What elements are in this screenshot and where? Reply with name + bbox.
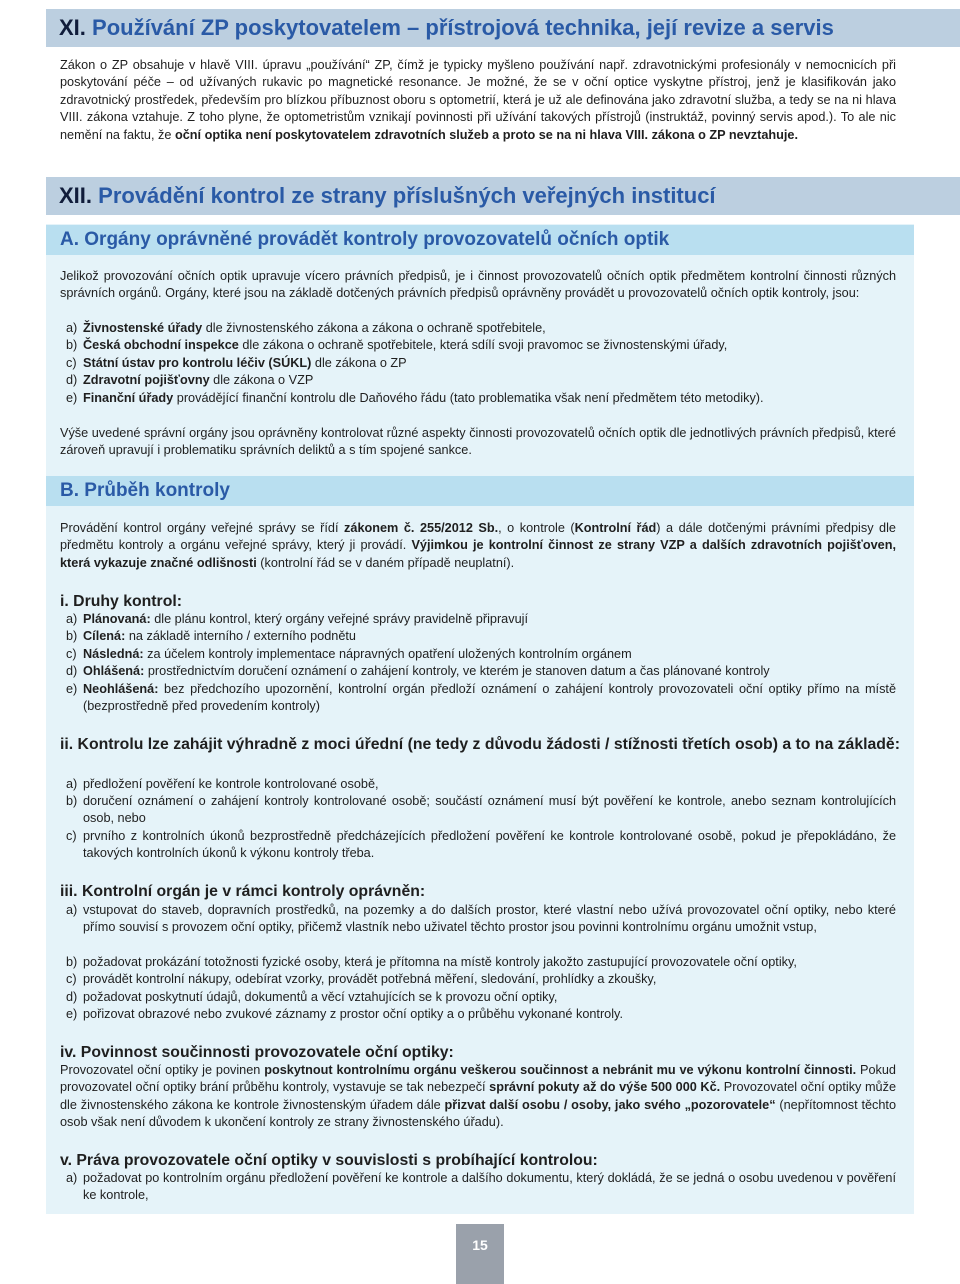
list-text: provádět kontrolní nákupy, odebírat vzorky, provádět potřebná měření, sledování, prohlídky a zkoušky, — [83, 972, 657, 986]
law-name: Kontrolní řád — [574, 521, 657, 535]
authority-name: Živnostenské úřady — [83, 321, 203, 335]
authority-basis: dle zákona o VZP — [209, 373, 314, 387]
list-text: požadovat poskytnutí údajů, dokumentů a věcí vztahujících se k provozu oční optiky, — [83, 990, 558, 1004]
observer-right: přizvat další osobu / osoby, jako svého „pozorovatele“ — [444, 1097, 776, 1112]
control-description: dle plánu kontrol, který orgány veřejné správy pravidelně připravují — [150, 612, 528, 626]
list-letter: d) — [66, 990, 78, 1004]
chapter-number: XII. — [59, 183, 93, 208]
list-item — [60, 1170, 896, 1205]
list-letter: a) — [66, 612, 78, 626]
subsection-heading: i. Druhy kontrol: — [60, 593, 182, 610]
control-description: bez předchozího upozornění, kontrolní orgán předloží oznámení o zahájení kontroly provozovateli oční optiky přímo na místě (bezprostředně před provedením kontroly) — [83, 682, 896, 714]
text-run: ) a dále dotčenými právními předpisy dle předmětu kontroly a orgánu veřejné správy, který ji provádí. — [60, 521, 896, 553]
list-item — [60, 681, 896, 716]
page-number: 15 — [456, 1224, 504, 1284]
list-text: pořizovat obrazové nebo zvukové záznamy z prostor oční optiky a o průběhu vykonané kontroly. — [83, 1007, 623, 1021]
obligation: poskytnout kontrolnímu orgánu veškerou součinnost a nebránit mu ve výkonu kontrolní činnosti. — [264, 1063, 857, 1077]
text-run: Pokud provozovatel oční optiky brání průběhu kontroly, vystavuje se tak nebezpečí — [60, 1063, 896, 1095]
intro-sentence-4: To ale nic nemění na faktu, že — [60, 110, 897, 142]
list-item — [60, 776, 896, 793]
exception-note: Výjimkou je kontrolní činnost ze strany VZP a dalších zdravotních pojišťoven, která vykazuje značné odlišnosti — [60, 538, 897, 570]
list-item — [60, 663, 896, 680]
control-type: Následná: — [83, 647, 144, 661]
text-run: Provozovatel oční optiky může dle živnostenského zákona ke kontrole živnostenským úřadem dále — [60, 1080, 897, 1112]
text-run: (nepřítomnost těchto osob však není důvodem k ukončení kontroly ze strany živnostenského úřadu). — [60, 1097, 897, 1130]
list-letter: a) — [66, 321, 78, 335]
chapter-title: Provádění kontrol ze strany příslušných veřejných institucí — [98, 183, 716, 208]
list-letter: e) — [66, 682, 78, 696]
list-item — [60, 355, 896, 372]
list-letter: c) — [66, 972, 77, 986]
list-text: požadovat prokázání totožnosti fyzické osoby, která je přítomna na místě kontroly jakožto zastupující provozovatele oční optiky, — [83, 955, 797, 969]
text-run: (kontrolní řád se v daném případě neuplatní). — [256, 555, 515, 570]
list-letter: a) — [66, 777, 78, 791]
list-item — [60, 628, 896, 645]
control-description: za účelem kontroly implementace nápravných opatření uložených kontrolním orgánem — [143, 647, 632, 661]
cooperation-paragraph — [60, 1062, 896, 1132]
section-b-heading: B. Průběh kontroly — [46, 476, 914, 506]
list-item — [60, 793, 896, 828]
list-item — [60, 989, 896, 1006]
chapter-title: Používání ZP poskytovatelem – přístrojová technika, její revize a servis — [92, 15, 834, 40]
section-a-heading: A. Orgány oprávněné provádět kontroly provozovatelů očních optik — [46, 225, 914, 255]
section-b-paragraph — [60, 520, 896, 572]
penalty: správní pokuty až do výše 500 000 Kč. — [489, 1080, 721, 1095]
authority-name: Státní ústav pro kontrolu léčiv (SÚKL) — [83, 356, 312, 370]
text-run: Provozovatel oční optiky je povinen — [60, 1063, 265, 1077]
list-letter: b) — [66, 955, 78, 969]
list-text: doručení oznámení o zahájení kontroly kontrolované osobě; součástí oznámení musí být pověření ke kontrole, anebo seznam kontrolujících osob, nebo — [83, 794, 896, 826]
list-item — [60, 971, 896, 988]
intro-paragraph — [60, 57, 896, 144]
list-item — [60, 954, 896, 971]
subsection-heading: v. Práva provozovatele oční optiky v souvislosti s probíhající kontrolou: — [60, 1152, 598, 1169]
authority-basis: dle živnostenského zákona a zákona o ochraně spotřebitele, — [202, 321, 546, 335]
control-type: Ohlášená: — [83, 664, 145, 678]
list-letter: e) — [66, 1007, 78, 1021]
control-description: prostřednictvím doručení oznámení o zahájení kontroly, ve kterém je stanoven datum a čas plánované kontroly — [144, 664, 770, 678]
list-letter: d) — [66, 664, 78, 678]
subsection-heading: iv. Povinnost součinnosti provozovatele oční optiky: — [60, 1044, 454, 1061]
list-letter: b) — [66, 338, 78, 352]
list-letter: b) — [66, 629, 78, 643]
list-text: požadovat po kontrolním orgánu předložení pověření ke kontrole a dalšího dokumentu, který dokládá, že se jedná o osobu uvedenou v pověření ke kontrole, — [83, 1171, 896, 1203]
list-item — [60, 828, 896, 863]
chapter-heading-xi — [46, 9, 960, 47]
list-text: prvního z kontrolních úkonů bezprostředně předcházejících předložení pověření ke kontrole kontrolované osobě, pokud je přepokládáno, že takových kontrolních úkonů k výkonu kontroly třeba. — [83, 829, 896, 861]
authority-basis: dle zákona o ZP — [311, 356, 407, 370]
list-letter: a) — [66, 1171, 78, 1185]
text-run: , o kontrole ( — [498, 521, 575, 535]
law-reference: zákonem č. 255/2012 Sb. — [344, 521, 499, 535]
intro-sentence-1: Zákon o ZP obsahuje v hlavě VIII. úpravu „používání“ ZP, čímž je typicky myšleno používání např. zdravotnickými profesionály v nemocnicích při poskytování péče – od užívaných rukavic po magnetické resonance. — [60, 58, 896, 90]
list-item — [60, 611, 896, 628]
list-item — [60, 646, 896, 663]
list-item — [60, 320, 896, 337]
text-run: Provádění kontrol orgány veřejné správy se řídí — [60, 521, 345, 535]
list-item — [60, 902, 896, 937]
authority-basis: dle zákona o ochraně spotřebitele, která sdílí svoji pravomoc se živnostenskými úřady, — [238, 338, 728, 352]
section-a-outro: Výše uvedené správní orgány jsou oprávněny kontrolovat různé aspekty činnosti provozovatelů očních optik dle jednotlivých právních předpisů, které zároveň upravují i problematiku správních deliktů a s tím spojené sankce. — [60, 426, 896, 458]
chapter-number: XI. — [59, 15, 86, 40]
list-letter: d) — [66, 373, 78, 387]
list-text: předložení pověření ke kontrole kontrolované osobě, — [83, 777, 379, 791]
list-letter: c) — [66, 647, 77, 661]
subsection-heading: iii. Kontrolní orgán je v rámci kontroly oprávněn: — [60, 883, 426, 900]
list-text: vstupovat do staveb, dopravních prostředků, na pozemky a do dalších prostor, které vlastní nebo užívá provozovatel oční optiky, nebo které přímo souvisí s provozem oční optiky, přičemž vlastník nebo uživatel těchto prostor jsou povinni kontrolnímu orgánu umožnit vstup, — [83, 903, 896, 935]
list-letter: b) — [66, 794, 78, 808]
intro-conclusion: oční optika není poskytovatelem zdravotních služeb a proto se na ni hlava VIII. zákona o ZP nevztahuje. — [174, 127, 798, 142]
list-letter: e) — [66, 391, 78, 405]
intro-sentence-3: Z toho plyne, že optometristům vznikají povinnosti při užívání takových přístrojů (instruktáž, povinný servis apod.). — [187, 110, 837, 125]
authority-name: Finanční úřady — [83, 391, 174, 405]
authority-name: Česká obchodní inspekce — [83, 338, 239, 352]
intro-sentence-2: Je možné, že se v oční optice vyskytne přístroj, jenž je klasifikován jako zdravotnický prostředek, především pro blízkou příbuznost oboru s optometrií, která je už ale definována jako zdravotní služba, a tedy se na ni hlava VIII. zákona vztahuje. — [60, 75, 896, 125]
list-letter: c) — [66, 829, 77, 843]
section-a-intro: Jelikož provozování očních optik upravuje vícero právních předpisů, je i činnost provozovatelů očních optik předmětem kontrolní činnosti různých správních orgánů. Orgány, které jsou na základě dotčených právních předpisů oprávněny provádět u provozovatelů očních optik kontroly, jsou: — [60, 269, 896, 301]
control-type: Cílená: — [83, 629, 126, 643]
control-type: Neohlášená: — [83, 682, 159, 696]
list-letter: a) — [66, 903, 78, 917]
list-letter: c) — [66, 356, 77, 370]
control-type: Plánovaná: — [83, 612, 151, 626]
control-description: na základě interního / externího podnětu — [125, 629, 356, 643]
list-item — [60, 1006, 896, 1023]
subsection-heading: ii. Kontrolu lze zahájit výhradně z moci úřední (ne tedy z důvodu žádosti / stížnosti třetích osob) a to na základě: — [60, 736, 900, 753]
chapter-heading-xii — [46, 177, 960, 215]
list-item — [60, 390, 896, 407]
list-item — [60, 372, 896, 389]
list-item — [60, 337, 896, 354]
authority-basis: provádějící finanční kontrolu dle Daňového řádu (tato problematika však není předmětem této metodiky). — [173, 391, 764, 405]
authority-name: Zdravotní pojišťovny — [83, 373, 210, 387]
